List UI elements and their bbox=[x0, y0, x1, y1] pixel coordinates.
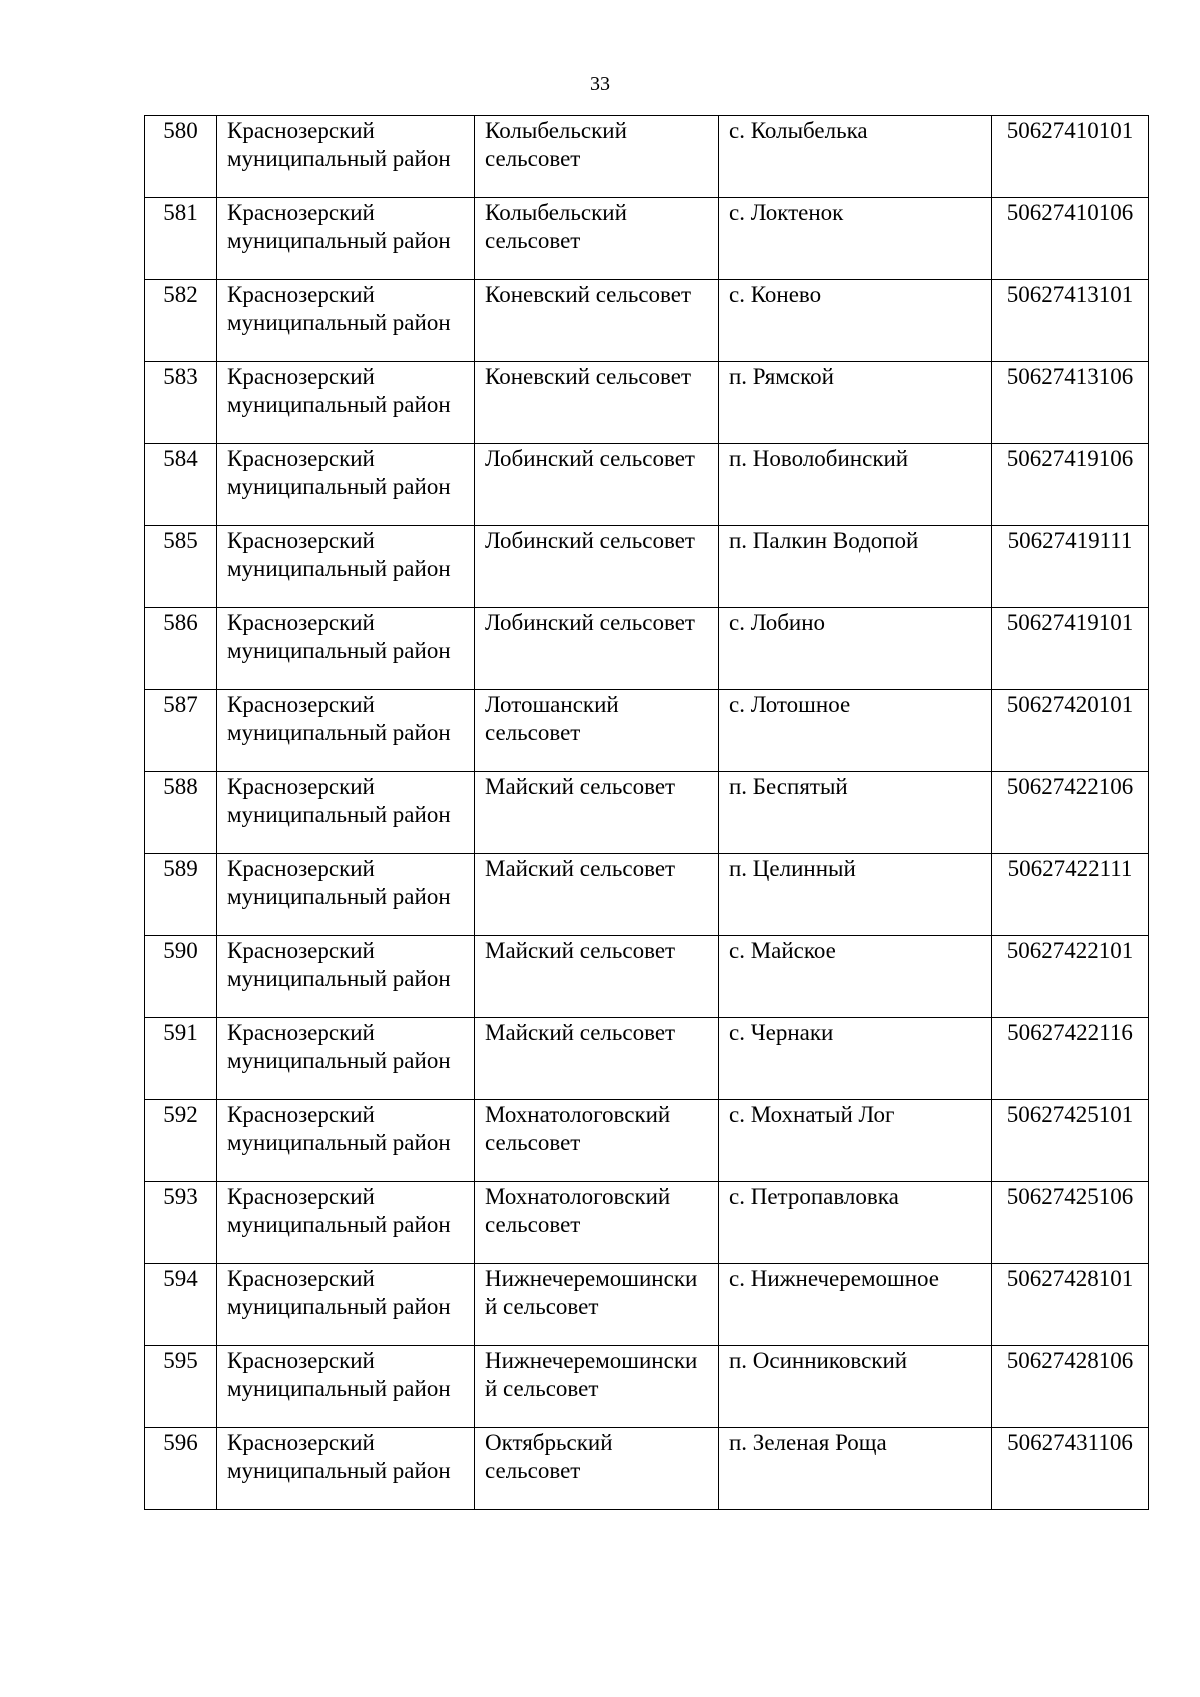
locality-cell-text: с. Петропавловка bbox=[729, 1184, 899, 1209]
oktmo-code-cell bbox=[992, 1428, 1149, 1510]
district-cell bbox=[217, 608, 475, 690]
locality-cell-text: п. Беспятый bbox=[729, 774, 848, 799]
row-number-cell-text: 587 bbox=[163, 692, 198, 717]
table-row bbox=[145, 772, 1149, 854]
table-row bbox=[145, 1100, 1149, 1182]
council-cell-text: Майский сельсовет bbox=[485, 856, 676, 881]
district-cell-text: Краснозерский муниципальный район bbox=[227, 1348, 451, 1401]
locality-cell-text: п. Новолобинский bbox=[729, 446, 909, 471]
oktmo-code-cell-text: 50627419111 bbox=[1007, 528, 1133, 553]
district-cell-text: Краснозерский муниципальный район bbox=[227, 282, 451, 335]
row-number-cell-text: 590 bbox=[163, 938, 198, 963]
locality-cell bbox=[719, 1346, 992, 1428]
district-cell-text: Краснозерский муниципальный район bbox=[227, 1266, 451, 1319]
row-number-cell bbox=[145, 772, 217, 854]
locality-cell-text: с. Майское bbox=[729, 938, 836, 963]
oktmo-code-cell-text: 50627410106 bbox=[1006, 200, 1134, 225]
council-cell-text: Колыбельский сельсовет bbox=[485, 118, 627, 171]
table-row bbox=[145, 1018, 1149, 1100]
locality-cell-text: п. Осинниковский bbox=[729, 1348, 908, 1373]
council-cell bbox=[475, 1428, 719, 1510]
oktmo-code-cell bbox=[992, 854, 1149, 936]
council-cell-text: Коневский сельсовет bbox=[485, 364, 692, 389]
council-cell bbox=[475, 608, 719, 690]
council-cell-text: Майский сельсовет bbox=[485, 938, 676, 963]
table-row bbox=[145, 1346, 1149, 1428]
council-cell bbox=[475, 1346, 719, 1428]
district-cell-text: Краснозерский муниципальный район bbox=[227, 1430, 451, 1483]
oktmo-code-cell-text: 50627428101 bbox=[1006, 1266, 1134, 1291]
council-cell bbox=[475, 198, 719, 280]
oktmo-code-cell-text: 50627431106 bbox=[1007, 1430, 1133, 1455]
oktmo-code-cell-text: 50627422106 bbox=[1006, 774, 1134, 799]
district-cell bbox=[217, 1100, 475, 1182]
oktmo-code-cell bbox=[992, 444, 1149, 526]
district-cell-text: Краснозерский муниципальный район bbox=[227, 1020, 451, 1073]
page-number: 33 bbox=[590, 73, 610, 95]
district-cell-text: Краснозерский муниципальный район bbox=[227, 774, 451, 827]
row-number-cell bbox=[145, 362, 217, 444]
row-number-cell-text: 596 bbox=[163, 1430, 198, 1455]
locality-cell bbox=[719, 1018, 992, 1100]
council-cell-text: Октябрьский сельсовет bbox=[485, 1430, 613, 1483]
locality-cell bbox=[719, 362, 992, 444]
table-row bbox=[145, 1182, 1149, 1264]
table-row bbox=[145, 690, 1149, 772]
council-cell bbox=[475, 1100, 719, 1182]
row-number-cell-text: 588 bbox=[163, 774, 198, 799]
district-cell-text: Краснозерский муниципальный район bbox=[227, 856, 451, 909]
oktmo-code-cell bbox=[992, 936, 1149, 1018]
row-number-cell bbox=[145, 116, 217, 198]
oktmo-code-cell-text: 50627413101 bbox=[1006, 282, 1134, 307]
council-cell bbox=[475, 854, 719, 936]
table-row bbox=[145, 936, 1149, 1018]
district-cell-text: Краснозерский муниципальный район bbox=[227, 118, 451, 171]
oktmo-code-cell bbox=[992, 690, 1149, 772]
row-number-cell-text: 589 bbox=[163, 856, 198, 881]
row-number-cell-text: 592 bbox=[163, 1102, 198, 1127]
council-cell-text: Мохнатологовский сельсовет bbox=[485, 1102, 671, 1155]
council-cell bbox=[475, 1182, 719, 1264]
district-cell bbox=[217, 1346, 475, 1428]
oktmo-code-cell bbox=[992, 1182, 1149, 1264]
district-cell bbox=[217, 280, 475, 362]
locality-cell-text: с. Мохнатый Лог bbox=[729, 1102, 895, 1127]
row-number-cell bbox=[145, 444, 217, 526]
oktmo-code-cell bbox=[992, 772, 1149, 854]
council-cell bbox=[475, 444, 719, 526]
council-cell-text: Лобинский сельсовет bbox=[485, 528, 695, 553]
table-body bbox=[145, 116, 1149, 1510]
district-cell bbox=[217, 116, 475, 198]
council-cell bbox=[475, 280, 719, 362]
oktmo-code-cell-text: 50627425106 bbox=[1006, 1184, 1134, 1209]
row-number-cell bbox=[145, 1428, 217, 1510]
locality-cell bbox=[719, 1100, 992, 1182]
oktmo-code-cell bbox=[992, 1018, 1149, 1100]
oktmo-code-cell bbox=[992, 608, 1149, 690]
table-row bbox=[145, 608, 1149, 690]
district-cell-text: Краснозерский муниципальный район bbox=[227, 364, 451, 417]
row-number-cell bbox=[145, 1018, 217, 1100]
row-number-cell bbox=[145, 526, 217, 608]
table-row bbox=[145, 1264, 1149, 1346]
council-cell-text: Нижнечеремошинский сельсовет bbox=[485, 1348, 698, 1401]
row-number-cell-text: 594 bbox=[163, 1266, 198, 1291]
district-cell bbox=[217, 1182, 475, 1264]
row-number-cell bbox=[145, 1100, 217, 1182]
oktmo-code-cell bbox=[992, 116, 1149, 198]
row-number-cell-text: 585 bbox=[163, 528, 198, 553]
locality-cell bbox=[719, 198, 992, 280]
district-cell bbox=[217, 854, 475, 936]
oktmo-code-cell-text: 50627422101 bbox=[1006, 938, 1134, 963]
locality-cell bbox=[719, 608, 992, 690]
locality-cell bbox=[719, 854, 992, 936]
locality-cell-text: с. Чернаки bbox=[729, 1020, 834, 1045]
row-number-cell bbox=[145, 1264, 217, 1346]
locality-cell-text: п. Палкин Водопой bbox=[729, 528, 919, 553]
oktmo-code-cell bbox=[992, 280, 1149, 362]
locality-cell bbox=[719, 1182, 992, 1264]
oktmo-code-cell-text: 50627413106 bbox=[1006, 364, 1134, 389]
locality-cell bbox=[719, 936, 992, 1018]
council-cell-text: Мохнатологовский сельсовет bbox=[485, 1184, 671, 1237]
locality-cell-text: с. Конево bbox=[729, 282, 822, 307]
oktmo-code-cell bbox=[992, 1264, 1149, 1346]
locality-cell-text: п. Целинный bbox=[729, 856, 856, 881]
district-cell bbox=[217, 772, 475, 854]
row-number-cell bbox=[145, 608, 217, 690]
row-number-cell-text: 584 bbox=[163, 446, 198, 471]
table-row bbox=[145, 854, 1149, 936]
district-cell bbox=[217, 1428, 475, 1510]
district-cell-text: Краснозерский муниципальный район bbox=[227, 200, 451, 253]
council-cell-text: Колыбельский сельсовет bbox=[485, 200, 627, 253]
oktmo-code-cell-text: 50627410101 bbox=[1006, 118, 1134, 143]
row-number-cell bbox=[145, 198, 217, 280]
district-cell bbox=[217, 1018, 475, 1100]
locality-cell-text: с. Колыбелька bbox=[729, 118, 868, 143]
row-number-cell-text: 595 bbox=[163, 1348, 198, 1373]
council-cell bbox=[475, 362, 719, 444]
locality-cell-text: п. Зеленая Роща bbox=[729, 1430, 887, 1455]
district-cell bbox=[217, 936, 475, 1018]
oktmo-code-cell-text: 50627425101 bbox=[1006, 1102, 1134, 1127]
district-cell-text: Краснозерский муниципальный район bbox=[227, 938, 451, 991]
council-cell bbox=[475, 690, 719, 772]
locality-cell-text: с. Лотошное bbox=[729, 692, 851, 717]
row-number-cell-text: 582 bbox=[163, 282, 198, 307]
row-number-cell-text: 586 bbox=[163, 610, 198, 635]
row-number-cell-text: 593 bbox=[163, 1184, 198, 1209]
district-cell bbox=[217, 526, 475, 608]
row-number-cell bbox=[145, 690, 217, 772]
locality-cell bbox=[719, 444, 992, 526]
oktmo-code-cell-text: 50627422111 bbox=[1007, 856, 1133, 881]
council-cell bbox=[475, 1264, 719, 1346]
district-cell-text: Краснозерский муниципальный район bbox=[227, 692, 451, 745]
district-cell bbox=[217, 1264, 475, 1346]
locality-cell bbox=[719, 280, 992, 362]
oktmo-code-cell bbox=[992, 526, 1149, 608]
locality-cell-text: с. Нижнечеремошное bbox=[729, 1266, 940, 1291]
locality-cell-text: с. Лобино bbox=[729, 610, 826, 635]
table-row bbox=[145, 362, 1149, 444]
oktmo-code-cell-text: 50627428106 bbox=[1006, 1348, 1134, 1373]
row-number-cell bbox=[145, 1346, 217, 1428]
row-number-cell bbox=[145, 1182, 217, 1264]
oktmo-code-cell bbox=[992, 198, 1149, 280]
locality-cell-text: с. Локтенок bbox=[729, 200, 844, 225]
locality-cell bbox=[719, 772, 992, 854]
council-cell-text: Коневский сельсовет bbox=[485, 282, 692, 307]
row-number-cell-text: 580 bbox=[163, 118, 198, 143]
council-cell bbox=[475, 772, 719, 854]
district-cell bbox=[217, 444, 475, 526]
council-cell bbox=[475, 1018, 719, 1100]
council-cell-text: Лотошанский сельсовет bbox=[485, 692, 619, 745]
locality-cell bbox=[719, 690, 992, 772]
oktmo-code-cell bbox=[992, 362, 1149, 444]
oktmo-code-cell-text: 50627420101 bbox=[1006, 692, 1134, 717]
row-number-cell-text: 583 bbox=[163, 364, 198, 389]
oktmo-code-cell-text: 50627419101 bbox=[1006, 610, 1134, 635]
table-row bbox=[145, 444, 1149, 526]
row-number-cell bbox=[145, 854, 217, 936]
locality-cell bbox=[719, 116, 992, 198]
oktmo-code-cell-text: 50627422116 bbox=[1007, 1020, 1133, 1045]
settlements-table bbox=[144, 115, 1149, 1510]
district-cell-text: Краснозерский муниципальный район bbox=[227, 528, 451, 581]
row-number-cell bbox=[145, 280, 217, 362]
table-row bbox=[145, 198, 1149, 280]
locality-cell bbox=[719, 1428, 992, 1510]
council-cell bbox=[475, 526, 719, 608]
council-cell-text: Майский сельсовет bbox=[485, 1020, 676, 1045]
district-cell-text: Краснозерский муниципальный район bbox=[227, 446, 451, 499]
district-cell-text: Краснозерский муниципальный район bbox=[227, 1184, 451, 1237]
row-number-cell-text: 591 bbox=[163, 1020, 198, 1045]
district-cell-text: Краснозерский муниципальный район bbox=[227, 610, 451, 663]
locality-cell-text: п. Рямской bbox=[729, 364, 834, 389]
table-row bbox=[145, 1428, 1149, 1510]
district-cell bbox=[217, 690, 475, 772]
council-cell-text: Лобинский сельсовет bbox=[485, 446, 695, 471]
council-cell bbox=[475, 936, 719, 1018]
oktmo-code-cell-text: 50627419106 bbox=[1006, 446, 1134, 471]
table-row bbox=[145, 116, 1149, 198]
table-row bbox=[145, 526, 1149, 608]
oktmo-code-cell bbox=[992, 1346, 1149, 1428]
row-number-cell bbox=[145, 936, 217, 1018]
row-number-cell-text: 581 bbox=[163, 200, 198, 225]
council-cell-text: Майский сельсовет bbox=[485, 774, 676, 799]
locality-cell bbox=[719, 526, 992, 608]
table-row bbox=[145, 280, 1149, 362]
council-cell-text: Нижнечеремошинский сельсовет bbox=[485, 1266, 698, 1319]
district-cell bbox=[217, 198, 475, 280]
council-cell bbox=[475, 116, 719, 198]
district-cell-text: Краснозерский муниципальный район bbox=[227, 1102, 451, 1155]
locality-cell bbox=[719, 1264, 992, 1346]
district-cell bbox=[217, 362, 475, 444]
council-cell-text: Лобинский сельсовет bbox=[485, 610, 695, 635]
oktmo-code-cell bbox=[992, 1100, 1149, 1182]
